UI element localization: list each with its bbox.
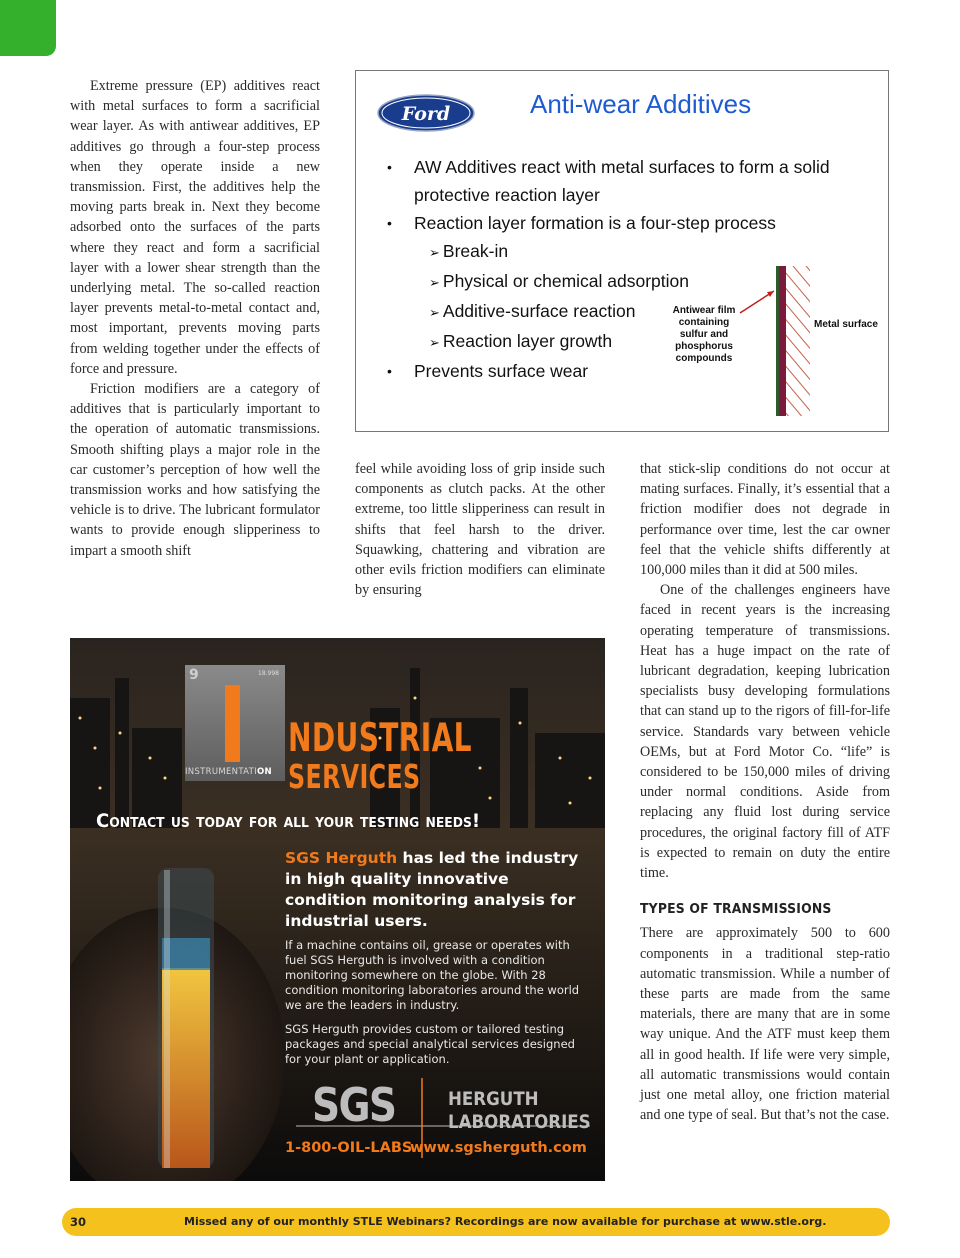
element-letter-i-bar xyxy=(225,685,240,762)
ford-logo-text: Ford xyxy=(401,103,451,125)
slide-title: Anti-wear Additives xyxy=(530,89,752,119)
article-column-1 xyxy=(70,76,320,561)
article-paragraph: Extreme pressure (EP) additives react with metal surfaces to form a sacrificial wear layer. As with antiwear additives, EP additives go through a four-step process when they operate inside a new transmission. First, the additives help the moving parts break in. Next they become adsorbed onto the surfaces of the parts where they react and form a sacrificial layer with a lower shear strength than the underlying metal. The so-called reaction layer prevents metal-to-metal contact and, most important, prevents moving parts from welding together under the effects of force and pressure. xyxy=(70,78,320,377)
slide-sub-bullet: ➢ Additive-surface reaction xyxy=(429,301,636,321)
slide-bullet: • Reaction layer formation is a four-step process xyxy=(387,213,776,233)
slide-sub-bullet: ➢ Reaction layer growth xyxy=(429,331,613,351)
element-tile-badge xyxy=(185,665,285,781)
metal-surface-diagram xyxy=(736,261,816,421)
slide-bullet: • AW Additives react with metal surfaces to form a solid xyxy=(387,157,830,177)
section-color-tab xyxy=(0,0,56,56)
article-paragraph: There are approximately 500 to 600 components in a traditional step-ratio automatic transmission. While a number of these parts are made from the same materials, there are many that are in some way unique. And the ATF must keep them all in good health. If life were very simple, all automatic transmissions would contain just one metal alloy, one friction material and one type of seal. But that’s not the case. xyxy=(640,925,890,1124)
contact-tagline: Contact us today for all your testing needs! xyxy=(96,810,481,832)
metal-surface-label: Metal surface xyxy=(814,319,878,330)
ad-body-paragraph: If a machine contains oil, grease or operates with fuel SGS Herguth is involved with a condition monitoring somewhere on the globe. With 28 condition monitoring laboratories around the world we are the leaders in industry. xyxy=(285,938,580,1012)
industrial-headline: NDUSTRIAL xyxy=(288,716,472,761)
ad-phone-number[interactable]: 1-800-OIL-LABS xyxy=(285,1140,413,1156)
sgs-logo: SGS xyxy=(312,1078,396,1132)
instrumentation-label: INSTRUMENTATION xyxy=(185,767,272,777)
article-column-3 xyxy=(640,459,890,1126)
element-number: 9 xyxy=(189,667,199,683)
article-paragraph: Friction modifiers are a category of additives that is particularly important to the operation of automatic transmissions. Smooth shifting plays a major role in the car customer’s perception of how well the transmission works and how satisfying the vehicle is to drive. The lubricant formulator wants to provide enough slipperiness to impart a smooth shift xyxy=(70,381,320,559)
antiwear-film-label: Antiwear film containing sulfur and phosphorus compounds xyxy=(672,305,736,364)
page-number: 30 xyxy=(70,1215,87,1229)
slide-sub-bullet: ➢ Break-in xyxy=(429,241,509,261)
ad-website-link[interactable]: www.sgsherguth.com xyxy=(410,1140,587,1156)
slide-sub-bullet: ➢ Physical or chemical adsorption xyxy=(429,271,689,291)
article-paragraph: One of the challenges engineers have faced in recent years is the increasing operating temperature of transmissions. Heat has a huge impact on the rate of lubricant degradation, keeping lubrication specialists busy developing formulations that can stand up to the rigors of fill-for-life service. Standards vary between vehicle OEMs, but at Ford Motor Co. “life” is considered to be 150,000 miles of driving under normal conditions. Aside from replacing any fluid lost during service procedures, the original factory fill of ATF is expected to remain on duty the entire time. xyxy=(640,582,890,882)
ford-logo-icon xyxy=(376,93,476,133)
page-footer-bar xyxy=(62,1208,890,1236)
ford-antiwear-slide xyxy=(355,70,889,432)
article-paragraph: feel while avoiding loss of grip inside such components as clutch packs. At the other extreme, too little slipperiness can result in shifts that feel harsh to the driver. Squawking, chattering and vibration are other evils friction modifiers can eliminate by ensuring xyxy=(355,461,605,599)
slide-bullet: • Prevents surface wear xyxy=(387,361,589,381)
ad-body-paragraph: SGS Herguth provides custom or tailored testing packages and special analytical services designed for your plant or application. xyxy=(285,1022,575,1066)
slide-bullet-continuation: protective reaction layer xyxy=(414,185,600,205)
herguth-laboratories-logo: HERGUTH LABORATORIES xyxy=(448,1089,591,1133)
services-headline: SERVICES xyxy=(288,757,421,796)
section-heading: TYPES OF TRANSMISSIONS xyxy=(640,901,832,918)
footer-webinar-note[interactable]: Missed any of our monthly STLE Webinars? Recordings are now available for purchase at www.stle.org. xyxy=(184,1215,827,1228)
article-paragraph: that stick-slip conditions do not occur at mating surfaces. Finally, it’s essential that a friction modifier does not degrade in performance over time, lest the car owner feel that the vehicle shifts differently at 100,000 miles than it did at 500 miles. xyxy=(640,461,890,579)
sgs-herguth-advertisement[interactable] xyxy=(70,638,605,1181)
ad-lead-paragraph: SGS Herguth has led the industry in high quality innovative condition monitoring analysis for industrial users. xyxy=(285,849,579,930)
article-column-2 xyxy=(355,459,605,600)
element-weight: 18.998 xyxy=(258,670,279,677)
